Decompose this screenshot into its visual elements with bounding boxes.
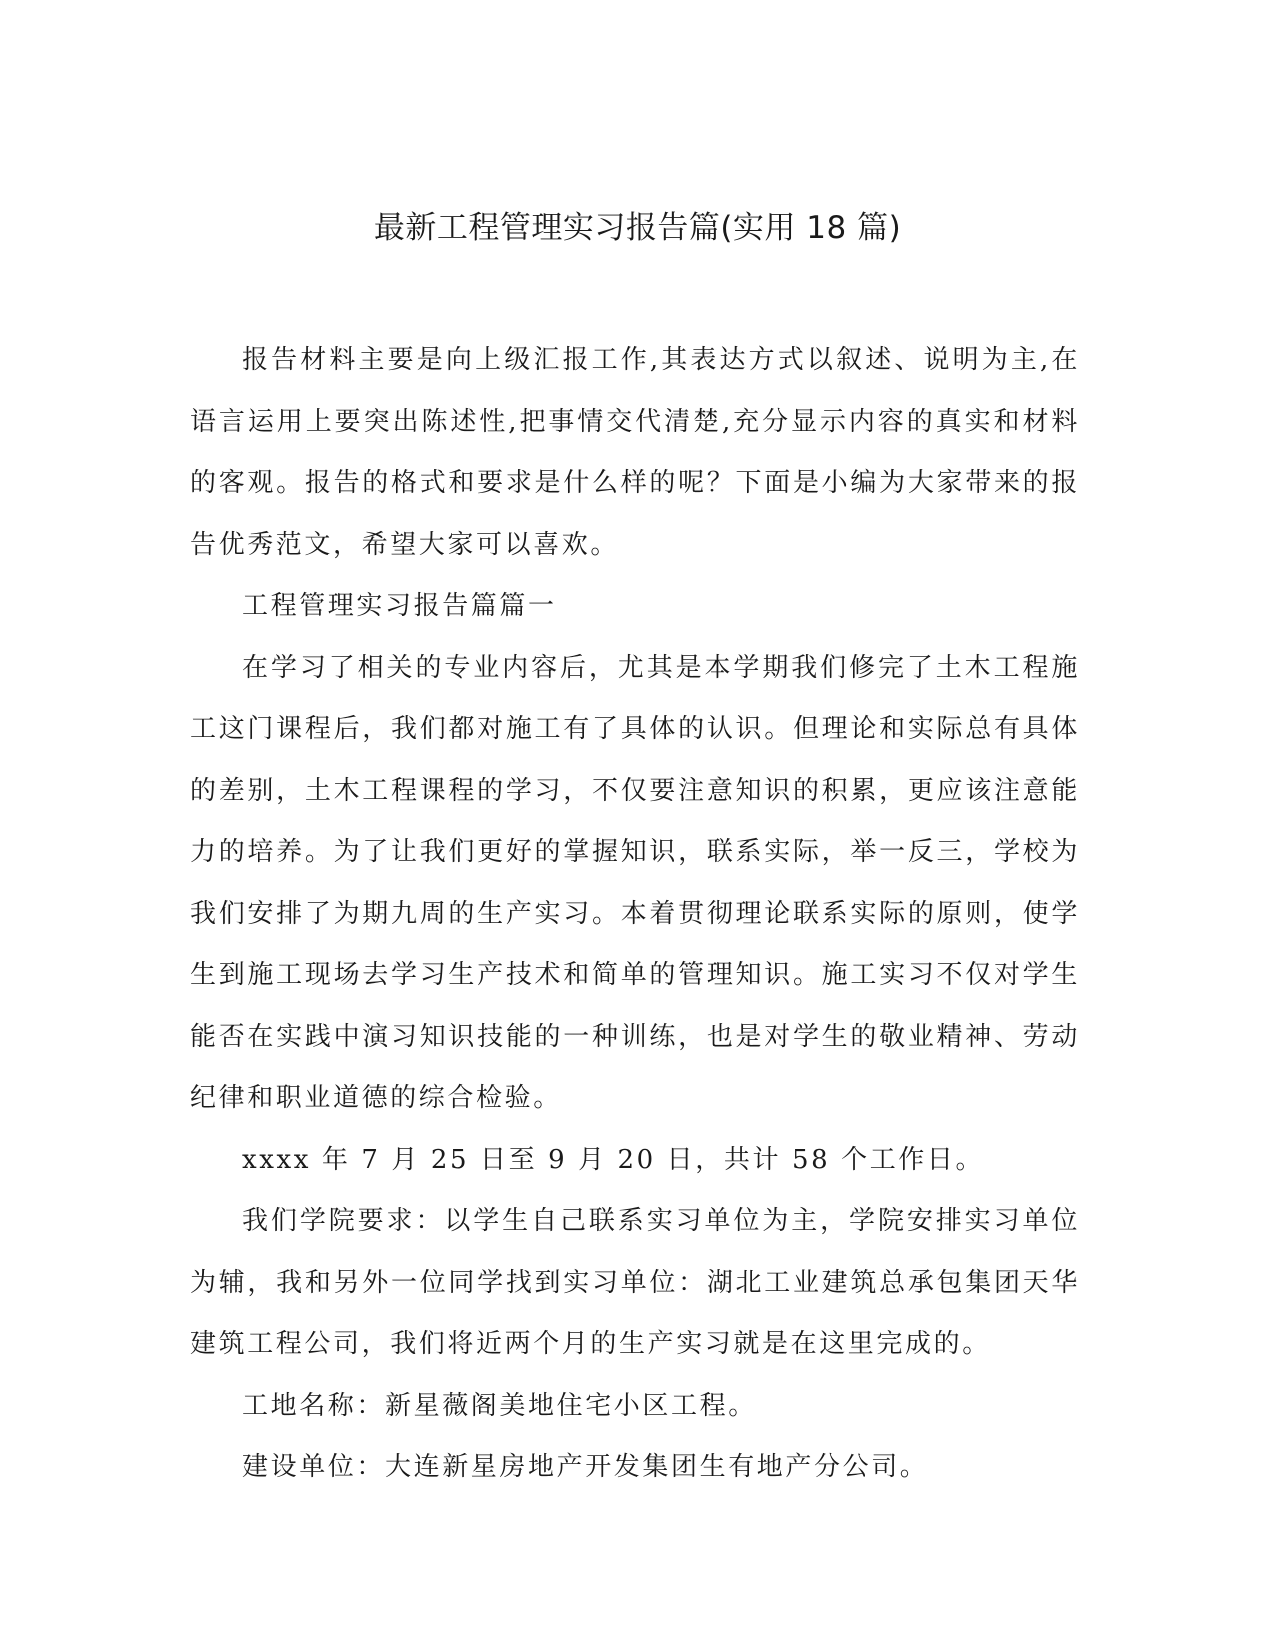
site-name-paragraph: 工地名称：新星薇阁美地住宅小区工程。 (242, 1390, 757, 1421)
intro-paragraph: 报告材料主要是向上级汇报工作,其表达方式以叙述、说明为主,在语言运用上要突出陈述性,把事情交代清楚,充分显示内容的真实和材料的客观。报告的格式和要求是什么样的呢？下面是小编为大家带来的报告优秀范文，希望大家可以喜欢。 (190, 345, 1080, 560)
developer-paragraph: 建设单位：大连新星房地产开发集团生有地产分公司。 (242, 1452, 929, 1482)
section-heading: 工程管理实习报告篇篇一 (242, 591, 557, 621)
date-paragraph: xxxx 年 7 月 25 日至 9 月 20 日，共计 58 个工作日。 (242, 1144, 985, 1175)
document-title: 最新工程管理实习报告篇(实用 18 篇) (373, 210, 902, 246)
document-body (190, 330, 1080, 1499)
body-paragraph: 我们学院要求：以学生自己联系实习单位为主，学院安排实习单位为辅，我和另外一位同学找到实习单位：湖北工业建筑总承包集团天华建筑工程公司，我们将近两个月的生产实习就是在这里完成的。 (190, 1206, 1080, 1359)
body-paragraph: 在学习了相关的专业内容后，尤其是本学期我们修完了土木工程施工这门课程后，我们都对施工有了具体的认识。但理论和实际总有具体的差别，土木工程课程的学习，不仅要注意知识的积累，更应该注意能力的培养。为了让我们更好的掌握知识，联系实际，举一反三，学校为我们安排了为期九周的生产实习。本着贯彻理论联系实际的原则，使学生到施工现场去学习生产技术和简单的管理知识。施工实习不仅对学生能否在实践中演习知识技能的一种训练，也是对学生的敬业精神、劳动纪律和职业道德的综合检验。 (190, 652, 1080, 1113)
